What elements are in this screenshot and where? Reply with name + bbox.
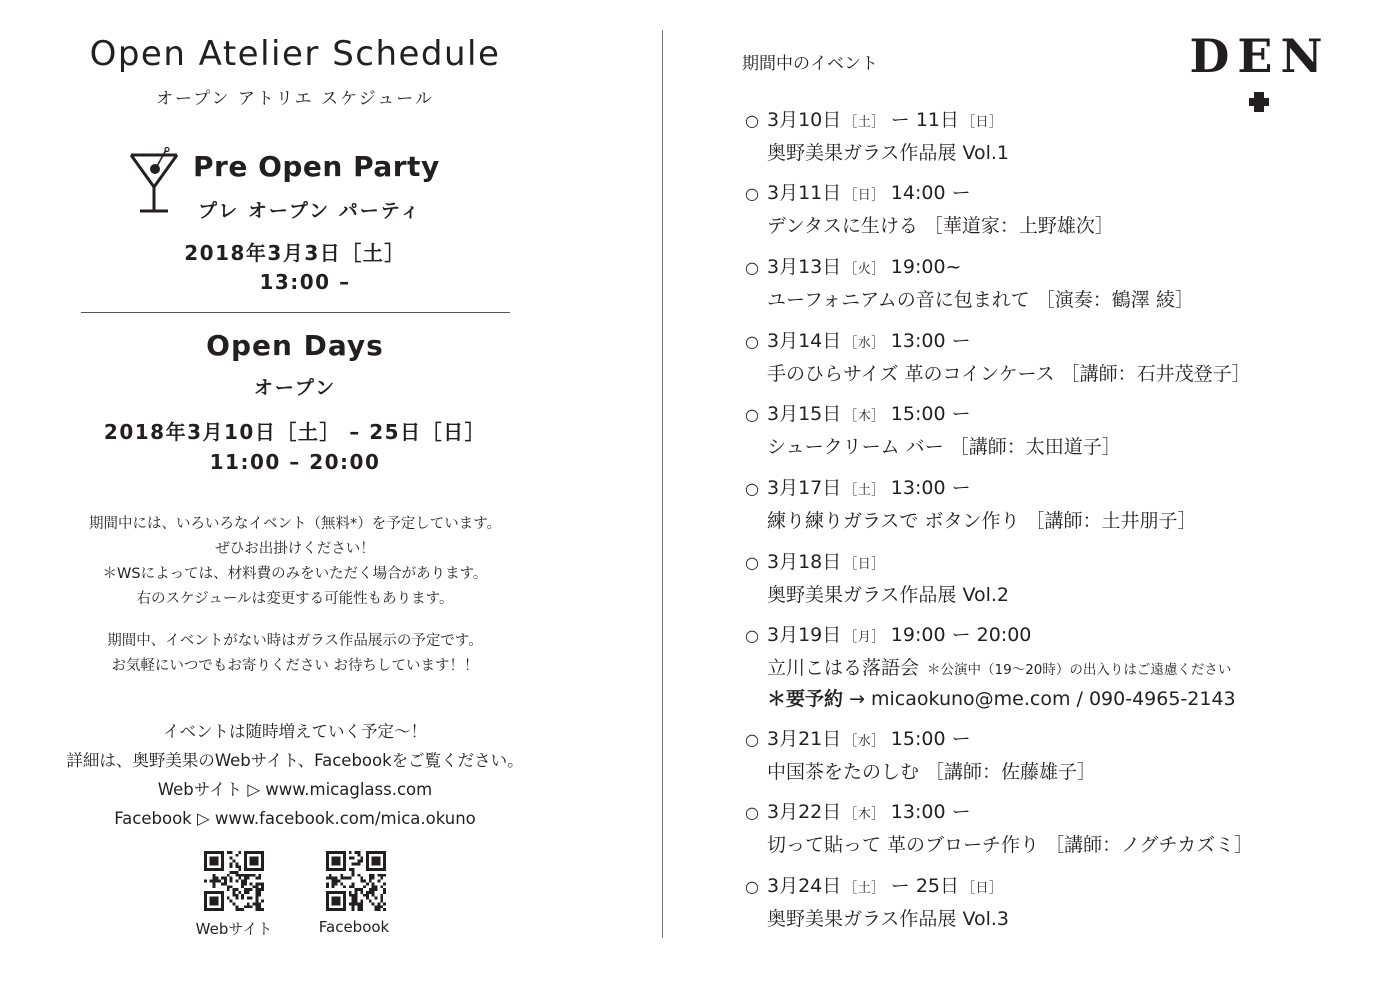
logo-text: DEN: [1189, 32, 1331, 83]
event-weekday: ［月］: [844, 630, 885, 645]
page-subtitle: オープン アトリエ スケジュール: [156, 89, 434, 109]
event-date: 3月14日: [767, 330, 842, 352]
event-time: 13:00 ー: [890, 477, 971, 499]
event-item: [745, 181, 1345, 238]
event-reservation-line: [745, 687, 1345, 711]
event-title-line: [745, 362, 1345, 386]
event-item: [745, 550, 1345, 607]
circle-bullet-icon: ○: [745, 258, 759, 277]
facebook-qr-code: [326, 851, 386, 911]
event-title-line: [745, 907, 1345, 931]
circle-bullet-icon: ○: [745, 553, 759, 572]
event-time: 13:00 ー: [890, 801, 971, 823]
event-date-line: [745, 550, 1345, 577]
den-plus-logo: [1185, 32, 1335, 114]
cocktail-glass-icon: [128, 147, 180, 215]
event-title: 奥野美果ガラス作品展 Vol.3: [767, 908, 1010, 930]
event-weekday: ［土］: [844, 483, 885, 498]
event-date: 3月17日: [767, 477, 842, 499]
event-date: 3月21日: [767, 728, 842, 750]
reservation-label: ＊要予約: [767, 688, 844, 710]
notice-line: ぜひお出掛けください！: [215, 541, 375, 557]
event-weekday: ［火］: [844, 262, 885, 277]
event-weekday: ［水］: [844, 336, 885, 351]
circle-bullet-icon: ○: [745, 184, 759, 203]
event-title: 切って貼って 革のブローチ作り ［講師：ノグチカズミ］: [767, 834, 1254, 856]
event-weekday: ［水］: [844, 734, 885, 749]
reservation-contact[interactable]: → micaokuno@me.com / 090-4965-2143: [849, 688, 1236, 710]
notice-line: ＊WSによっては、材料費のみをいただく場合があります。: [102, 566, 488, 582]
left-column: [0, 0, 590, 997]
event-date: 3月13日: [767, 256, 842, 278]
pre-open-party-title: Pre Open Party: [193, 150, 440, 183]
event-time: 14:00 ー: [890, 182, 971, 204]
facebook-link[interactable]: Facebook ▷ www.facebook.com/mica.okuno: [114, 809, 476, 828]
event-date: 3月15日: [767, 403, 842, 425]
exhibit-paragraph: [0, 629, 590, 679]
event-date: 3月18日: [767, 551, 842, 573]
event-date-line: [745, 476, 1345, 503]
event-title: ユーフォニアムの音に包まれて ［演奏：鶴澤 綾］: [767, 289, 1194, 311]
party-date: 2018年3月3日［土］: [184, 241, 406, 265]
notice-paragraph: [0, 512, 590, 612]
event-time: 15:00 ー: [890, 403, 971, 425]
circle-bullet-icon: ○: [745, 332, 759, 351]
event-weekday: ［土］: [844, 881, 885, 896]
notice-line: 右のスケジュールは変更する可能性もあります。: [136, 591, 454, 607]
info-paragraph: [0, 717, 590, 833]
event-title: デンタスに生ける ［華道家：上野雄次］: [767, 215, 1114, 237]
event-date: 3月19日: [767, 624, 842, 646]
website-link[interactable]: Webサイト ▷ www.micaglass.com: [157, 780, 433, 799]
notice-line: 期間中には、いろいろなイベント（無料*）を予定しています。: [88, 516, 502, 532]
event-weekday: ［日］: [844, 557, 885, 572]
event-title-line: [745, 214, 1345, 238]
exhibit-line: 期間中、イベントがない時はガラス作品展示の予定です。: [107, 633, 483, 649]
event-item: [745, 402, 1345, 459]
event-date-line: [745, 727, 1345, 754]
event-time: 13:00 ー: [890, 330, 971, 352]
event-title: 中国茶をたのしむ ［講師：佐藤雄子］: [767, 761, 1097, 783]
event-weekday: ［木］: [844, 409, 885, 424]
event-item: [745, 255, 1345, 312]
event-title-line: [745, 509, 1345, 533]
open-days-date: 2018年3月10日［土］ – 25日［日］: [103, 420, 487, 444]
event-time: 15:00 ー: [890, 728, 971, 750]
event-end-date: ー 11日: [890, 109, 959, 131]
events-heading: 期間中のイベント: [742, 54, 878, 74]
event-title-line: [745, 583, 1345, 607]
event-title-line: [745, 141, 1345, 165]
event-date-line: [745, 108, 1345, 135]
event-title: シュークリーム バー ［講師：太田道子］: [767, 436, 1121, 458]
event-title: 奥野美果ガラス作品展 Vol.2: [767, 584, 1010, 606]
open-days-time: 11:00 – 20:00: [209, 450, 381, 474]
event-title: 立川こはる落語会: [767, 657, 920, 679]
event-title-line: [745, 435, 1345, 459]
circle-bullet-icon: ○: [745, 626, 759, 645]
event-date-line: [745, 874, 1345, 901]
facebook-qr-label: Facebook: [318, 918, 390, 936]
event-date: 3月24日: [767, 875, 842, 897]
event-item: [745, 800, 1345, 857]
event-title: 奥野美果ガラス作品展 Vol.1: [767, 142, 1010, 164]
circle-bullet-icon: ○: [745, 111, 759, 130]
event-end-date: ー 25日: [890, 875, 959, 897]
info-line: 詳細は、奥野美果のWebサイト、Facebookをご覧ください。: [66, 751, 524, 770]
event-date-line: [745, 181, 1345, 208]
event-title: 手のひらサイズ 革のコインケース ［講師：石井茂登子］: [767, 363, 1251, 385]
circle-bullet-icon: ○: [745, 405, 759, 424]
event-title-line: [745, 833, 1345, 857]
event-date: 3月22日: [767, 801, 842, 823]
event-item: [745, 623, 1345, 711]
open-days-subtitle: オープン: [253, 377, 337, 399]
event-end-weekday: ［日］: [962, 115, 1003, 130]
event-title-line: [745, 656, 1345, 682]
website-qr-label: Webサイト: [195, 920, 273, 938]
event-note: ＊公演中（19〜20時）の出入りはご遠慮ください: [927, 662, 1232, 678]
event-date-line: [745, 255, 1345, 282]
event-weekday: ［木］: [844, 807, 885, 822]
event-title: 練り練りガラスで ボタン作り ［講師：土井朋子］: [767, 510, 1197, 532]
circle-bullet-icon: ○: [745, 877, 759, 896]
event-time: 19:00 ー 20:00: [890, 624, 1032, 646]
website-qr-code: [204, 851, 264, 911]
pre-open-party-subtitle: プレ オープン パーティ: [198, 200, 422, 222]
column-divider: [662, 30, 663, 938]
event-item: [745, 874, 1345, 931]
event-title-line: [745, 760, 1345, 784]
event-end-weekday: ［日］: [962, 881, 1003, 896]
event-item: [745, 108, 1345, 165]
event-title-line: [745, 288, 1345, 312]
circle-bullet-icon: ○: [745, 803, 759, 822]
circle-bullet-icon: ○: [745, 479, 759, 498]
info-line: イベントは随時増えていく予定〜！: [163, 722, 427, 741]
event-date-line: [745, 623, 1345, 650]
page-title: Open Atelier Schedule: [89, 34, 501, 74]
party-time: 13:00 –: [259, 270, 351, 294]
event-date-line: [745, 800, 1345, 827]
event-weekday: ［日］: [844, 188, 885, 203]
section-divider: [81, 312, 510, 313]
exhibit-line: お気軽にいつでもお寄りください お待ちしています！！: [111, 658, 479, 674]
event-item: [745, 727, 1345, 784]
event-date: 3月11日: [767, 182, 842, 204]
open-days-title: Open Days: [206, 329, 384, 362]
event-weekday: ［土］: [844, 115, 885, 130]
event-time: 19:00~: [890, 256, 962, 278]
circle-bullet-icon: ○: [745, 730, 759, 749]
event-item: [745, 329, 1345, 386]
event-item: [745, 476, 1345, 533]
event-date-line: [745, 402, 1345, 429]
event-date: 3月10日: [767, 109, 842, 131]
event-date-line: [745, 329, 1345, 356]
